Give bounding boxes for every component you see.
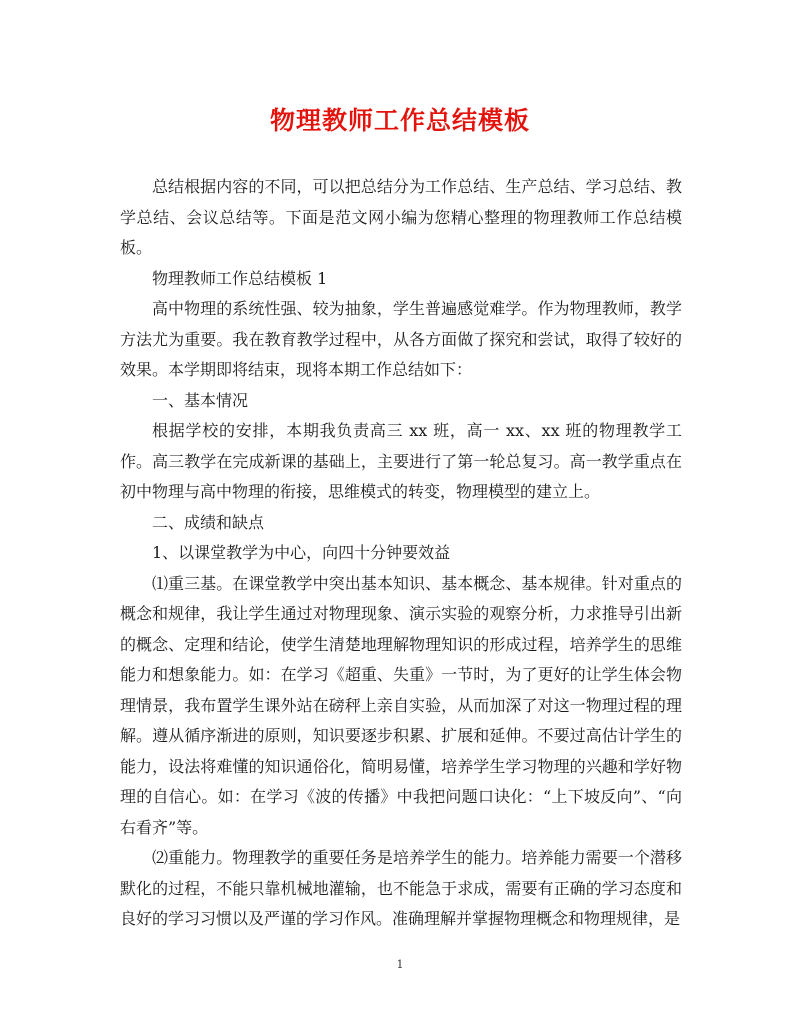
- document-body: [120, 172, 682, 935]
- section-heading-template-1: 物理教师工作总结模板 1: [152, 268, 328, 288]
- page-number: 1: [396, 958, 404, 971]
- body-paragraph: ⑴重三基。在课堂教学中突出基本知识、基本概念、基本规律。针对重点的概念和规律，我让学生通过对物理现象、演示实验的观察分析，力求推导引出新的概念、定理和结论，使学生清楚地理解物理知识的形成过程，培养学生的思维能力和想象能力。如：在学习《超重、失重》一节时，为了更好的让学生体会物理情景，我布置学生课外站在磅秤上亲自实验，从而加深了对这一物理过程的理解。遵从循序渐进的原则，知识要逐步积累、扩展和延伸。不要过高估计学生的能力，设法将难懂的知识通俗化，简明易懂，培养学生学习物理的兴趣和学好物理的自信心。如：在学习《波的传播》中我把问题口诀化：“上下坡反向”、“向右看齐”等。: [120, 573, 682, 837]
- body-paragraph: 根据学校的安排，本期我负责高三 xx 班，高一 xx、xx 班的物理教学工作。高三教学在完成新课的基础上，主要进行了第一轮总复习。高一教学重点在初中物理与高中物理的衔接，思维模式的转变，物理模型的建立上。: [120, 421, 682, 501]
- body-paragraph: 高中物理的系统性强、较为抽象，学生普遍感觉难学。作为物理教师，教学方法尤为重要。我在教育教学过程中，从各方面做了探究和尝试，取得了较好的效果。本学期即将结束，现将本期工作总结如下：: [120, 299, 682, 379]
- intro-paragraph: 总结根据内容的不同，可以把总结分为工作总结、生产总结、学习总结、教学总结、会议总结等。下面是范文网小编为您精心整理的物理教师工作总结模板。: [120, 177, 682, 257]
- body-paragraph: ⑵重能力。物理教学的重要任务是培养学生的能力。培养能力需要一个潜移默化的过程，不能只靠机械地灌输，也不能急于求成，需要有正确的学习态度和良好的学习习惯以及严谨的学习作风。准确理解并掌握物理概念和物理规律，是: [120, 848, 682, 928]
- subsection-heading: 1、以课堂教学为中心，向四十分钟要效益: [152, 543, 451, 562]
- document-title: 物理教师工作总结模板: [269, 106, 530, 135]
- section-heading-achievements: 二、成绩和缺点: [152, 512, 265, 532]
- section-heading-basic-situation: 一、基本情况: [152, 390, 249, 410]
